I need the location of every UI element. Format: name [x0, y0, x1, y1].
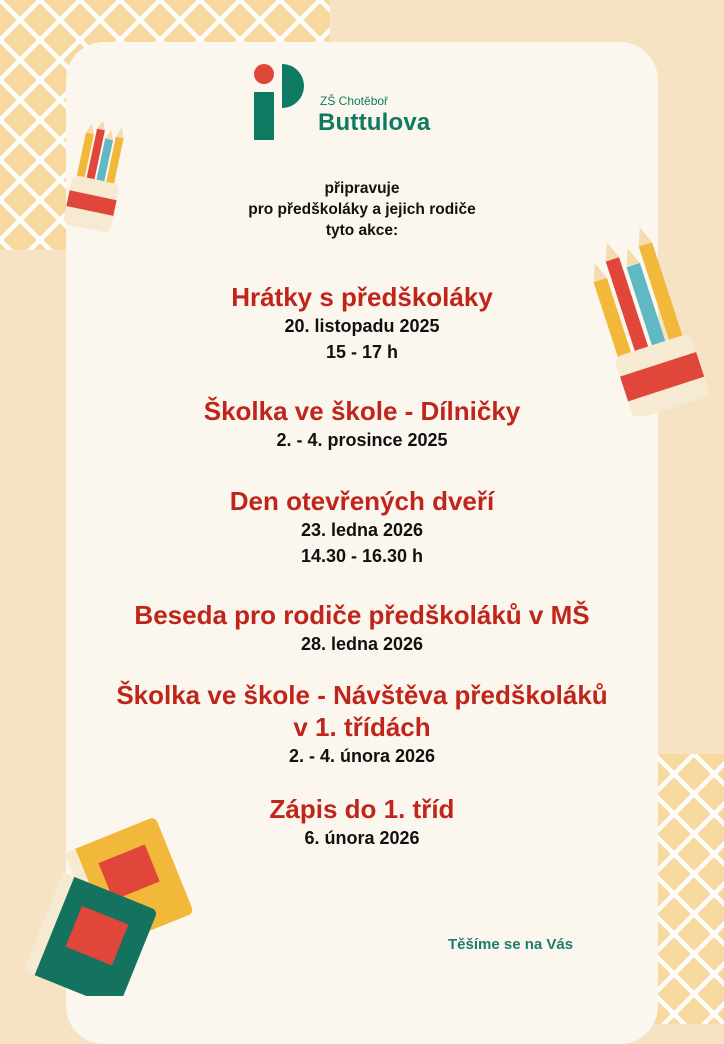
event-time: 15 - 17 h	[325, 342, 399, 362]
event-item	[66, 793, 658, 851]
event-title: Školka ve škole - Dílničky	[203, 396, 521, 426]
school-logo-icon	[252, 62, 312, 144]
event-date: 2. - 4. února 2026	[288, 746, 436, 766]
event-title: v 1. třídách	[293, 712, 431, 742]
logo-name: Buttulova	[318, 109, 431, 136]
event-item	[66, 395, 658, 453]
event-time: 14.30 - 16.30 h	[300, 546, 424, 566]
event-title: Hrátky s předškoláky	[231, 282, 493, 312]
intro-line: tyto akce:	[325, 222, 399, 239]
event-item	[66, 281, 658, 365]
logo-subtitle: ZŠ Chotěboř	[320, 94, 389, 108]
closing-text: Těšíme se na Vás	[448, 936, 574, 953]
event-list	[66, 178, 658, 851]
event-date: 2. - 4. prosince 2025	[276, 430, 448, 450]
event-item	[66, 485, 658, 569]
event-item	[66, 679, 658, 769]
event-title: Zápis do 1. tříd	[269, 794, 455, 824]
event-title: Beseda pro rodiče předškoláků v MŠ	[134, 600, 590, 630]
event-date: 23. ledna 2026	[300, 520, 424, 540]
intro-text	[66, 178, 658, 241]
event-title: Den otevřených dveří	[229, 486, 495, 516]
event-date: 28. ledna 2026	[300, 634, 424, 654]
event-date: 20. listopadu 2025	[284, 316, 440, 336]
intro-line: pro předškoláky a jejich rodiče	[248, 201, 476, 218]
intro-line: připravuje	[324, 180, 400, 197]
event-item	[66, 599, 658, 657]
event-title: Školka ve škole - Návštěva předškoláků	[116, 680, 608, 710]
event-date: 6. února 2026	[304, 828, 420, 848]
